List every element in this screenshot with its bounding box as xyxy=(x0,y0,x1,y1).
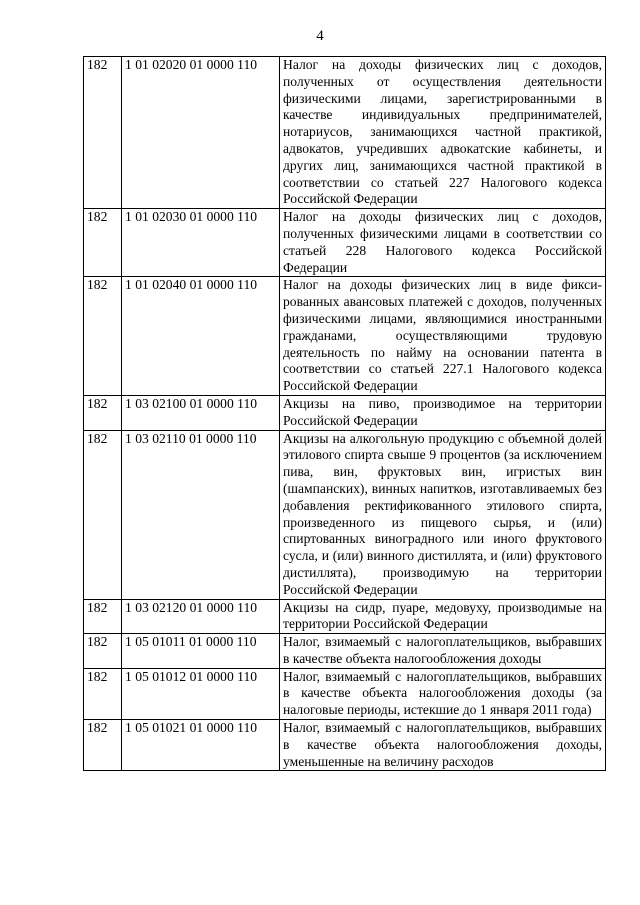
admin-code-cell: 182 xyxy=(84,430,122,599)
table-row xyxy=(84,720,606,771)
classification-code-cell: 1 03 02110 01 0000 110 xyxy=(122,430,280,599)
table-row xyxy=(84,599,606,634)
classification-code-cell: 1 03 02120 01 0000 110 xyxy=(122,599,280,634)
classification-code-cell: 1 01 02030 01 0000 110 xyxy=(122,209,280,277)
revenue-name-cell: Налог, взимаемый с налогоплательщиков, выбравших в качестве объекта налогообложения доходы xyxy=(280,634,606,669)
classification-code-cell: 1 01 02020 01 0000 110 xyxy=(122,57,280,209)
revenue-name-cell: Налог на доходы физических лиц в виде фиксированных авансовых платежей с доходов, полученных физическими лицами, являющимися иностранными гражданами, осуществляющими трудовую деятельность по найму на основании патента в соответствии со статьей 227.1 Налогового кодекса Российской Федерации xyxy=(280,277,606,396)
revenue-name-cell: Акцизы на сидр, пуаре, медовуху, производимые на территории Российской Федерации xyxy=(280,599,606,634)
admin-code-cell: 182 xyxy=(84,277,122,396)
table-row xyxy=(84,395,606,430)
admin-code-cell: 182 xyxy=(84,599,122,634)
revenue-name-cell: Налог, взимаемый с налогоплательщиков, выбравших в качестве объекта налогообложения доходы, уменьшенные на величину расходов xyxy=(280,720,606,771)
admin-code-cell: 182 xyxy=(84,57,122,209)
table-row xyxy=(84,668,606,719)
admin-code-cell: 182 xyxy=(84,668,122,719)
revenue-name-cell: Налог, взимаемый с налогоплательщиков, выбравших в качестве объекта налогообложения доходы (за налоговые периоды, истекшие до 1 января 2011 года) xyxy=(280,668,606,719)
classification-code-cell: 1 05 01012 01 0000 110 xyxy=(122,668,280,719)
table-body xyxy=(84,57,606,771)
admin-code-cell: 182 xyxy=(84,209,122,277)
classification-code-cell: 1 05 01021 01 0000 110 xyxy=(122,720,280,771)
classification-code-cell: 1 05 01011 01 0000 110 xyxy=(122,634,280,669)
admin-code-cell: 182 xyxy=(84,720,122,771)
admin-code-cell: 182 xyxy=(84,395,122,430)
table-row xyxy=(84,209,606,277)
revenue-name-cell: Акцизы на алкогольную продукцию с объемной долей этилового спирта свыше 9 процентов (за исключением пива, вин, фруктовых вин, игристых вин (шампанских), винных напитков, изготавливаемых без добавления ректификованного этилового спирта, произведенного из пищевого сырья, и (или) спиртованных виноградного или иного фруктового сусла, и (или) винного дистиллята, и (или) фруктового дистиллята), производимую на территории Российской Федерации xyxy=(280,430,606,599)
revenue-name-cell: Налог на доходы физических лиц с доходов, полученных физическими лицами в соответствии со статьей 228 Налогового кодекса Российской Федерации xyxy=(280,209,606,277)
table-row xyxy=(84,634,606,669)
table-row xyxy=(84,277,606,396)
revenue-codes-table xyxy=(83,56,606,771)
table-row xyxy=(84,430,606,599)
page-number: 4 xyxy=(316,28,324,44)
revenue-name-cell: Акцизы на пиво, производимое на территории Российской Федерации xyxy=(280,395,606,430)
admin-code-cell: 182 xyxy=(84,634,122,669)
table-row xyxy=(84,57,606,209)
revenue-name-cell: Налог на доходы физических лиц с доходов, полученных от осуществления деятельности физическими лицами, зарегистрированными в качестве индивидуальных предпринимателей, нотариусов, занимающихся частной практикой, адвокатов, учредивших адвокатские кабинеты, и других лиц, занимающихся частной практикой в соответствии со статьей 227 Налогового кодекса Российской Федерации xyxy=(280,57,606,209)
classification-code-cell: 1 01 02040 01 0000 110 xyxy=(122,277,280,396)
classification-code-cell: 1 03 02100 01 0000 110 xyxy=(122,395,280,430)
